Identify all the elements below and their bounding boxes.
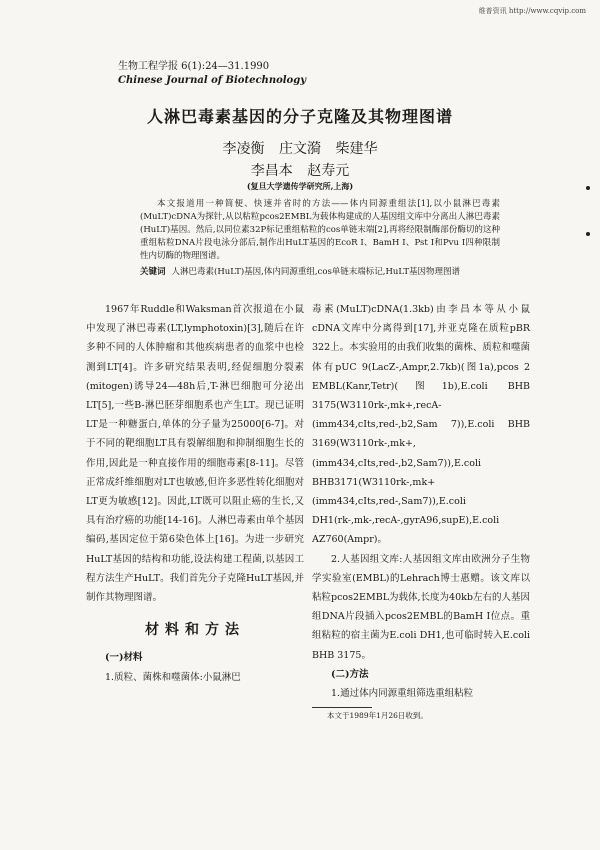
subheading-methods: (二)方法	[331, 668, 369, 680]
margin-dot-mark	[586, 186, 590, 190]
authors-line-2: 李昌本 赵寿元	[250, 163, 350, 179]
journal-citation: 生物工程学报 6(1):24—31.1990	[118, 61, 270, 72]
genomic-library-paragraph: 2.人基因组文库:人基因组文库由欧洲分子生物学实验室(EMBL)的Lehrach博士惠赠。该文库以粘粒pcos2EMBL为载体,长度为40kb左右的人基因组DNA片段插入pcos2EMBL的BamH I位点。重组粘粒的宿主菌为E.coli DH1,也可临时转入E.coli BHB 3175。	[312, 553, 530, 661]
right-column	[312, 300, 530, 722]
section-heading-materials-methods: 材料和方法	[145, 622, 245, 639]
footnote-rule	[312, 707, 372, 708]
paper-title: 人淋巴毒素基因的分子克隆及其物理图谱	[146, 107, 453, 126]
watermark: 维普资讯 http://www.cqvip.com	[478, 7, 586, 15]
keywords	[140, 266, 500, 279]
affiliation: (复旦大学遗传学研究所,上海)	[246, 181, 354, 191]
journal-english-name: Chinese Journal of Biotechnology	[118, 75, 307, 86]
journal-header	[118, 60, 306, 88]
materials-item-1: 1.质粒、菌株和噬菌体:小鼠淋巴	[105, 671, 241, 683]
subheading-materials: (一)材料	[105, 652, 143, 664]
intro-paragraph: 1967年Ruddle和Waksman首次报道在小鼠中发现了淋巴毒素(LT,lymphotoxin)[3],随后在许多种不同的人体肿瘤和其他疾病患者的血浆中也检测到LT[4]。许多研究结果表明,经促细胞分裂素(mitogen)诱导24—48h后,T-淋巴细胞可分泌出LT[5],一些B-淋巴胚芽细胞系也产生LT。现已证明LT是一种糖蛋白,单体的分子量为25000[6-7]。对于不同的靶细胞LT具有裂解细胞和抑制细胞生长的作用,因此是一种直接作用的细胞毒素[8-11]。尽管正常成纤维细胞对LT也敏感,但许多恶性转化细胞对LT更为敏感[12]。因此,LT既可以阻止癌的生长,又具有治疗癌的功能[14-16]。人淋巴毒素由单个基因编码,基因定位于第6染色体上[16]。为进一步研究HuLT基因的结构和功能,设法构建工程菌,以基因工程方法生产HuLT。我们首先分子克隆HuLT基因,并制作其物理图谱。	[86, 304, 304, 604]
left-column	[86, 300, 304, 687]
abstract: 本文报道用一种简便、快速并省时的方法——体内同源重组法[1],以小鼠淋巴毒素(MuLT)cDNA为探针,从以粘粒pcos2EMBL为载体构建成的人基因组文库中分离出人淋巴毒素(HuLT)基因。然后,以同位素32P标记重组粘粒的cos单链末端[2],再将经限制酶部份酶切的这种重组粘粒DNA片段电泳分部后,制作出HuLT基因的EcoR I、BamH I、Pst I和Pvu I四种限制性内切酶的物理图谱。	[140, 199, 500, 261]
received-date-footnote: 本文于1989年1月26日收到。	[327, 711, 428, 721]
methods-item-1: 1.通过体内同源重组筛选重组粘粒	[331, 688, 474, 700]
margin-dot-mark	[586, 232, 590, 236]
keywords-label: 关键词	[140, 267, 166, 277]
materials-paragraph: 毒素(MuLT)cDNA(1.3kb)由李昌本等从小鼠cDNA文库中分离得到[17],并亚克隆在质粒pBR 322上。本实验用的由我们收集的菌株、质粒和噬菌体有pUC 9(LacZ-,Ampr,2.7kb)(图1a),pcos 2 EMBL(Kanr,Tetr)(图1b),E.coli BHB 3175(W3110rk-,mk+,recA-(imm434,cIts,red-,b2,Sam 7)),E.coli BHB 3169(W3110rk-,mk+,(imm434,cIts,red-,b2,Sam7)),E.coli BHB3171(W3110rk-,mk+(imm434,cIts,red-,Sam7)),E.coli DH1(rk-,mk-,recA-,gyrA96,supE),E.coli AZ760(Ampr)。	[312, 304, 530, 546]
authors-line-1: 李凌衡 庄文漪 柴建华	[222, 141, 378, 157]
keywords-text: 人淋巴毒素(HuLT)基因,体内同源重组,cos单链末端标记,HuLT基因物理图谱	[171, 267, 461, 277]
